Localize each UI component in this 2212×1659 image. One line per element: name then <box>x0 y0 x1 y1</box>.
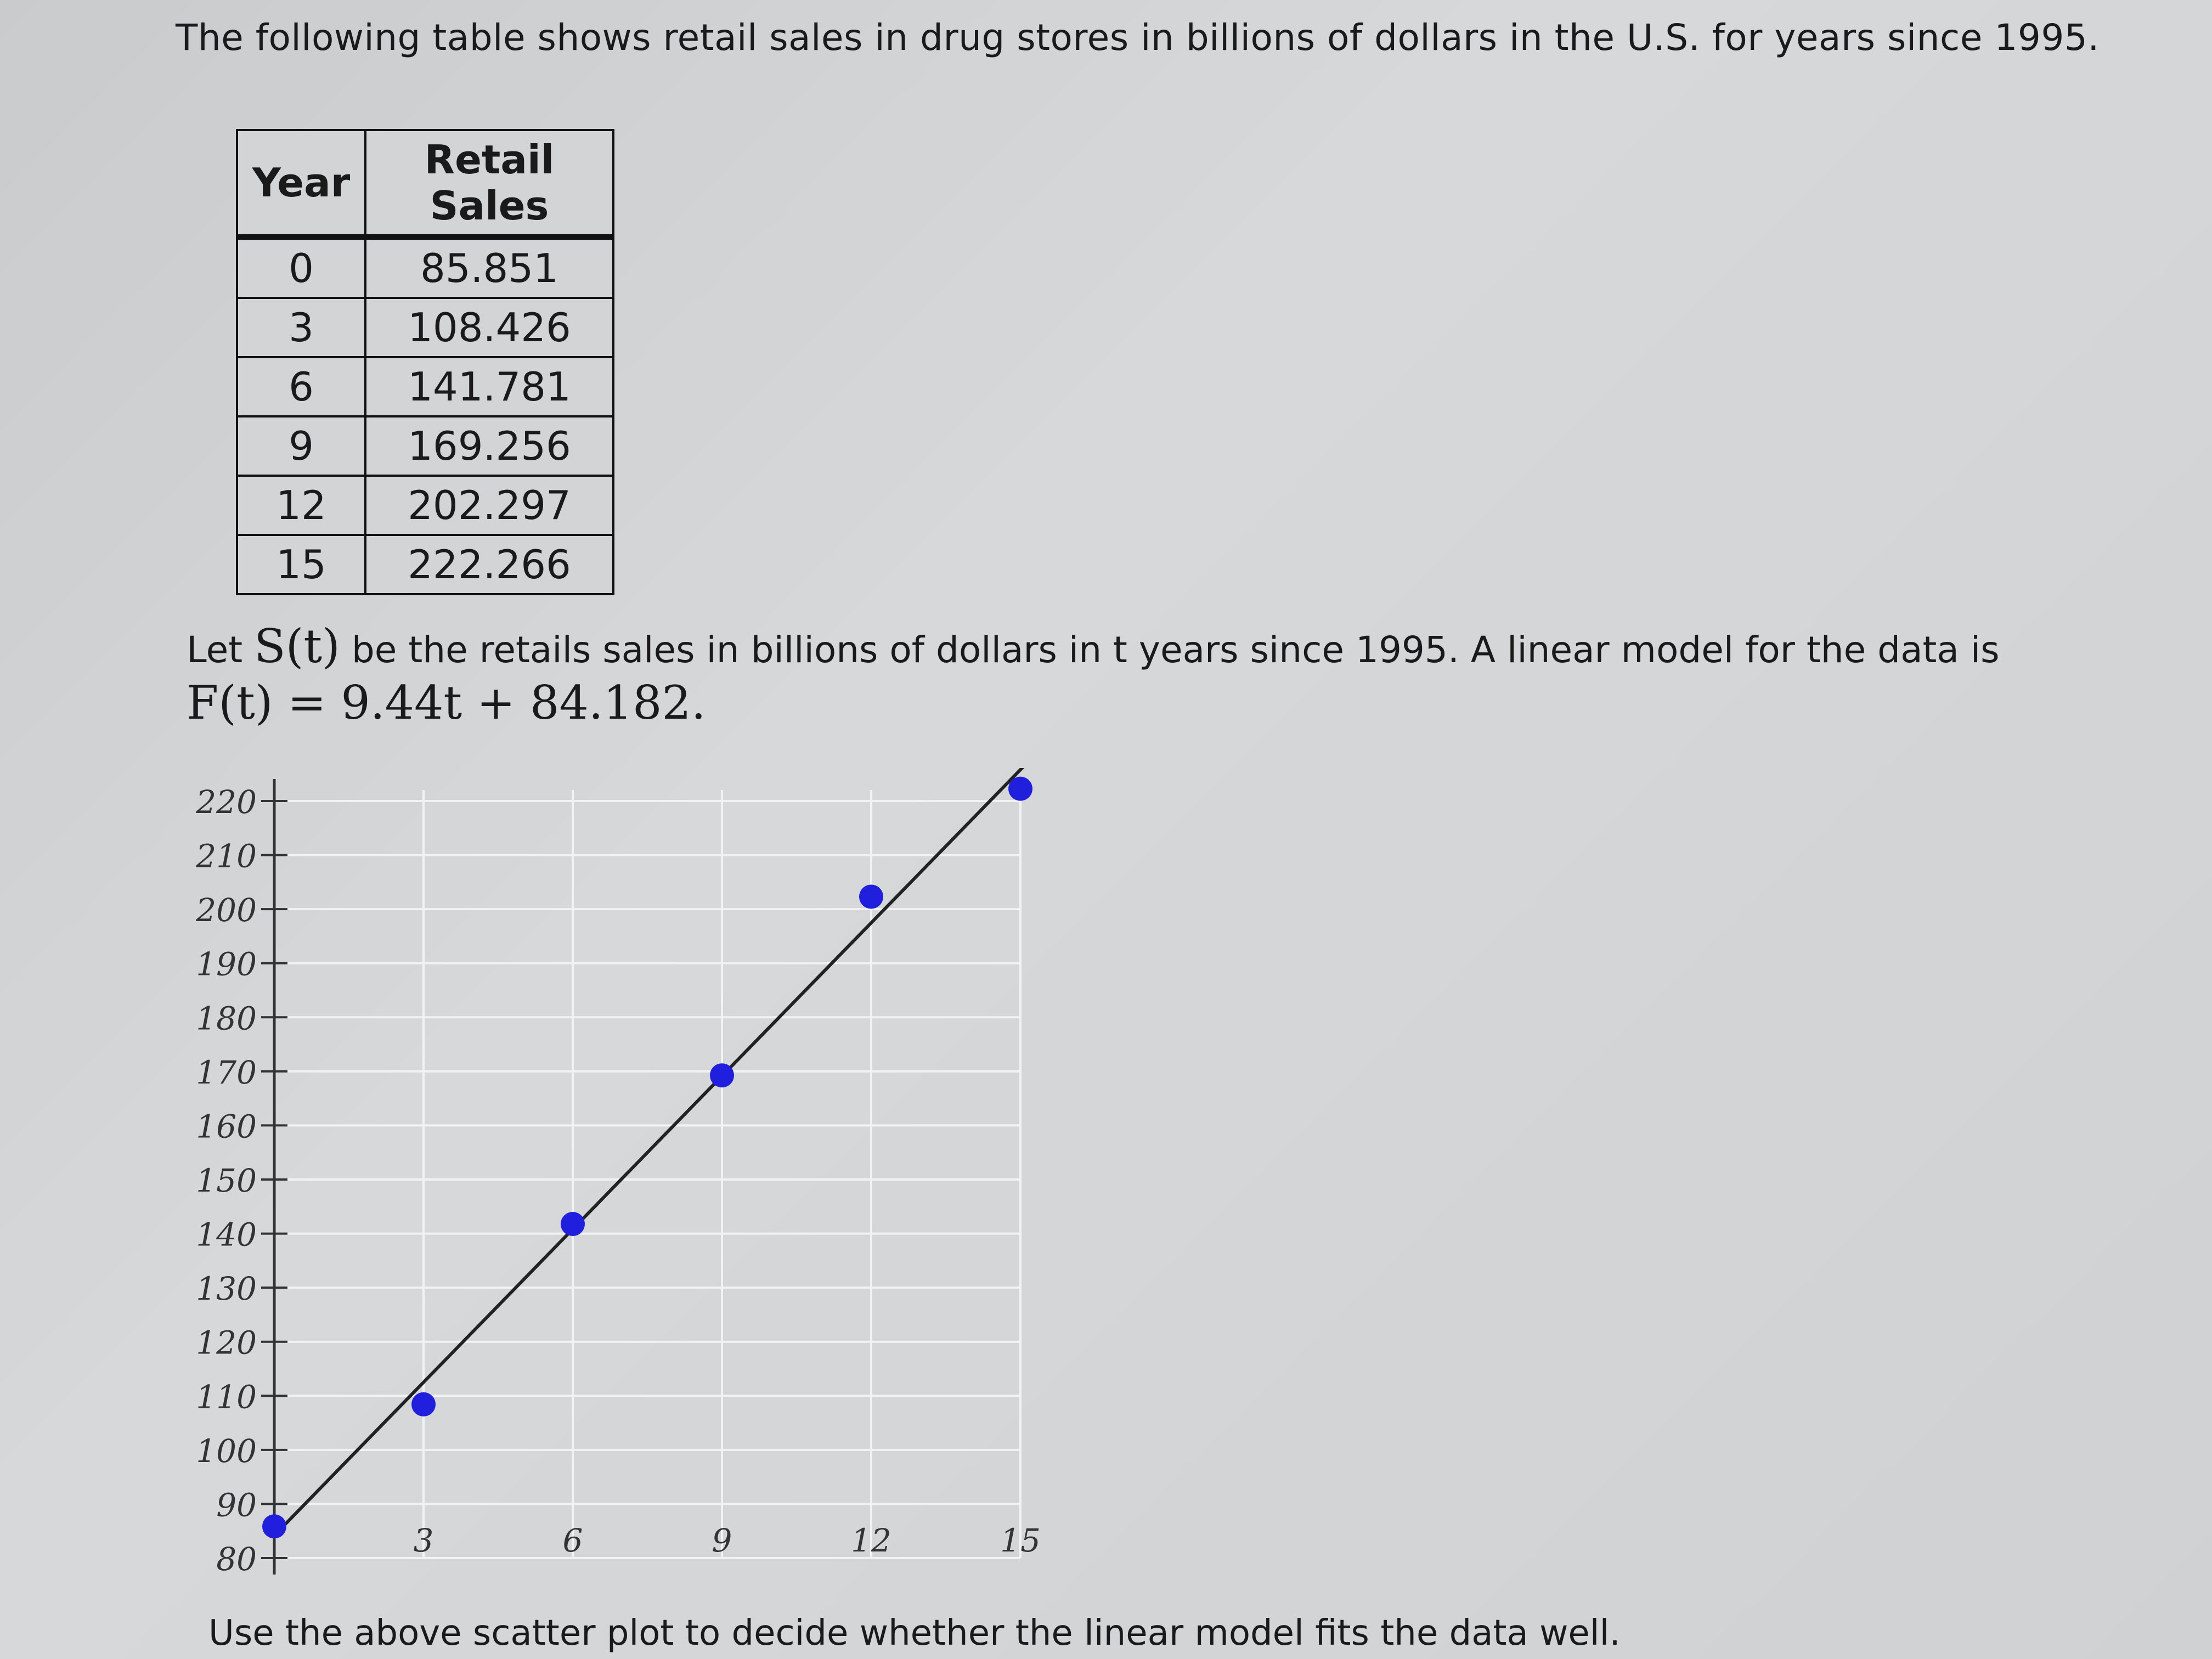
cell-sales: 108.426 <box>365 298 613 357</box>
model-line-group <box>274 768 1033 1536</box>
data-point <box>411 1392 436 1417</box>
x-tick-label: 12 <box>851 1522 891 1559</box>
cell-year: 15 <box>237 535 365 594</box>
y-tick-label: 130 <box>196 1270 257 1308</box>
table-row <box>237 237 613 298</box>
y-tick-label: 200 <box>196 891 257 929</box>
intro-text: The following table shows retail sales in drug stores in billions of dollars in the U.S. for years since 1995. <box>176 16 2100 59</box>
data-point <box>262 1514 286 1538</box>
scatter-plot <box>165 768 1042 1624</box>
y-tick-label: 160 <box>196 1108 257 1146</box>
x-tick-label: 3 <box>413 1522 434 1559</box>
table-row <box>237 535 613 594</box>
model-rhs: = 9.44t + 84.182. <box>273 676 706 730</box>
y-tick-label: 180 <box>196 1000 257 1037</box>
model-lhs: F(t) <box>187 676 273 730</box>
cell-year: 3 <box>237 298 365 357</box>
x-tick-label: 9 <box>712 1522 732 1559</box>
header-retail-sales: Retail Sales <box>365 130 613 237</box>
cell-sales: 141.781 <box>365 357 613 416</box>
data-point <box>710 1063 734 1087</box>
description-prefix: Let <box>187 629 255 671</box>
y-tick-label: 170 <box>196 1053 257 1091</box>
table-row <box>237 416 613 476</box>
header-year: Year <box>237 130 365 237</box>
cell-sales: 202.297 <box>365 476 613 535</box>
table-row <box>237 476 613 535</box>
axes <box>261 779 287 1575</box>
s-of-t: S(t) <box>254 619 340 673</box>
description-text: be the retails sales in billions of dollars in t years since 1995. A linear model for the data is <box>340 629 2000 671</box>
cell-year: 0 <box>237 237 365 298</box>
y-tick-label: 110 <box>196 1378 257 1416</box>
x-tick-label: 6 <box>562 1522 583 1559</box>
y-tick-labels <box>195 783 257 1578</box>
bottom-note: Use the above scatter plot to decide whether the linear model fits the data well. <box>208 1613 1621 1654</box>
description-line-1 <box>187 620 2000 676</box>
cell-sales: 169.256 <box>365 416 613 476</box>
y-tick-label: 210 <box>196 837 257 875</box>
y-tick-label: 90 <box>216 1486 257 1524</box>
y-tick-label: 120 <box>196 1324 257 1362</box>
data-points <box>262 777 1032 1539</box>
y-tick-label: 100 <box>196 1432 257 1470</box>
table-header-row <box>237 130 613 237</box>
data-point <box>859 885 883 909</box>
y-tick-label: 80 <box>216 1541 257 1578</box>
model-description <box>187 620 2000 733</box>
model-equation <box>187 676 2000 733</box>
y-tick-label: 190 <box>196 945 257 983</box>
x-tick-label: 15 <box>1000 1522 1041 1559</box>
grid <box>274 790 1020 1558</box>
cell-year: 9 <box>237 416 365 476</box>
x-tick-labels <box>414 1522 1041 1559</box>
cell-year: 12 <box>237 476 365 535</box>
cell-sales: 85.851 <box>365 237 613 298</box>
data-point <box>561 1212 585 1236</box>
table-row <box>237 357 613 416</box>
y-tick-label: 220 <box>196 783 257 821</box>
sales-table <box>236 129 614 595</box>
cell-year: 6 <box>237 357 365 416</box>
table-row <box>237 298 613 357</box>
y-tick-label: 150 <box>196 1162 257 1199</box>
cell-sales: 222.266 <box>365 535 613 594</box>
data-point <box>1008 777 1032 801</box>
y-tick-label: 140 <box>196 1216 257 1254</box>
model-line <box>274 768 1033 1536</box>
